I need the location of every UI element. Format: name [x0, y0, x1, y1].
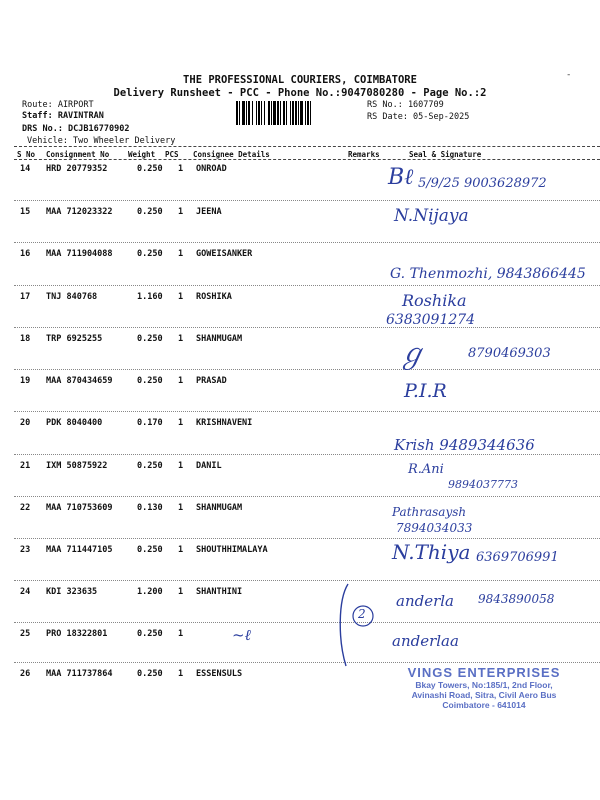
- table-row: [0, 503, 600, 549]
- drs-number: DRS No.: DCJB16770902: [22, 124, 130, 134]
- row-pcs: 1: [178, 503, 184, 513]
- row-consignee: ONROAD: [196, 164, 227, 174]
- signature-24-name: anderla: [396, 592, 454, 610]
- row-pcs: 1: [178, 545, 184, 555]
- row-consignment: KDI 323635: [46, 587, 98, 597]
- row-weight: 0.250: [137, 669, 163, 679]
- table-row: [0, 207, 600, 253]
- row-consignment: PRO 18322801: [46, 629, 108, 639]
- row-weight: 0.250: [137, 376, 163, 386]
- row-divider: [14, 242, 600, 243]
- staff-label: Staff: RAVINTRAN: [22, 111, 104, 121]
- row-sno: 14: [20, 164, 31, 174]
- row-consignment: TRP 6925255: [46, 334, 103, 344]
- stamp-address-3: Coimbatore - 641014: [442, 700, 526, 710]
- row-pcs: 1: [178, 164, 184, 174]
- row-consignee: SHOUTHHIMALAYA: [196, 545, 268, 555]
- table-row: [0, 292, 600, 338]
- row-divider: [14, 411, 600, 412]
- row-divider: [14, 200, 600, 201]
- signature-25: anderlaa: [392, 632, 459, 650]
- signature-23-name: N.Thiya: [392, 540, 471, 564]
- row-weight: 0.250: [137, 164, 163, 174]
- col-consignment: Consignment No: [46, 150, 110, 159]
- row-weight: 1.200: [137, 587, 163, 597]
- row-consignment: MAA 710753609: [46, 503, 113, 513]
- corner-mark: -: [566, 70, 572, 80]
- row-sno: 18: [20, 334, 31, 344]
- col-pcs: PCS: [165, 150, 179, 159]
- stamp-address-1: Bkay Towers, No:185/1, 2nd Floor,: [415, 680, 553, 690]
- row-pcs: 1: [178, 376, 184, 386]
- row-consignment: HRD 20779352: [46, 164, 108, 174]
- row-sno: 24: [20, 587, 31, 597]
- signature-22-name: Pathrasaysh: [392, 505, 467, 519]
- row-consignment: PDK 8040400: [46, 418, 103, 428]
- row-divider: [14, 496, 600, 497]
- signature-14: 5/9/25 9003628972: [418, 176, 547, 191]
- company-title: THE PROFESSIONAL COURIERS, COIMBATORE: [183, 74, 417, 86]
- row-consignee: KRISHNAVENI: [196, 418, 253, 428]
- row-consignee: SHANMUGAM: [196, 503, 243, 513]
- row-pcs: 1: [178, 669, 184, 679]
- bracket-mark: [334, 580, 378, 670]
- signature-17-phone: 6383091274: [386, 312, 476, 328]
- stamp-address-2: Avinashi Road, Sitra, Civil Aero Bus: [411, 690, 557, 700]
- row-sno: 16: [20, 249, 31, 259]
- row-weight: 1.160: [137, 292, 163, 302]
- row-sno: 20: [20, 418, 31, 428]
- row-25-mark: ~ℓ: [232, 626, 251, 644]
- row-consignment: MAA 711447105: [46, 545, 113, 555]
- row-divider: [14, 285, 600, 286]
- signature-18-mark: ℊ: [398, 337, 427, 370]
- row-divider: [14, 662, 600, 663]
- row-sno: 15: [20, 207, 31, 217]
- signature-21-phone: 9894037773: [448, 478, 518, 491]
- signature-19: P.I.R: [404, 380, 447, 402]
- row-pcs: 1: [178, 418, 184, 428]
- row-pcs: 1: [178, 461, 184, 471]
- row-consignee: PRASAD: [196, 376, 227, 386]
- row-sno: 19: [20, 376, 31, 386]
- col-consignee: Consignee Details: [193, 150, 270, 159]
- rs-date: RS Date: 05-Sep-2025: [367, 112, 470, 122]
- col-seal: Seal & Signature: [409, 150, 482, 159]
- row-sno: 23: [20, 545, 31, 555]
- row-consignee: ROSHIKA: [196, 292, 232, 302]
- stamp-name: VINGS ENTERPRISES: [407, 665, 561, 680]
- table-row: [0, 376, 600, 422]
- row-pcs: 1: [178, 292, 184, 302]
- rs-number: RS No.: 1607709: [367, 100, 444, 110]
- signature-23-phone: 6369706991: [476, 550, 559, 565]
- row-sno: 26: [20, 669, 31, 679]
- row-consignee: SHANMUGAM: [196, 334, 243, 344]
- row-consignee: JEENA: [196, 207, 222, 217]
- signature-24-phone: 9843890058: [478, 592, 555, 606]
- signature-18: 8790469303: [468, 346, 551, 361]
- company-stamp: [398, 665, 570, 710]
- row-divider: [14, 454, 600, 455]
- row-consignee: SHANTHINI: [196, 587, 243, 597]
- vehicle-label: Vehicle: Two Wheeler Delivery: [27, 136, 176, 146]
- header-rule-top: [14, 146, 600, 147]
- row-pcs: 1: [178, 334, 184, 344]
- col-sno: S No: [17, 150, 36, 159]
- barcode: [236, 101, 362, 125]
- row-divider: [14, 538, 600, 539]
- circled-number: 2: [358, 607, 366, 621]
- row-consignment: TNJ 840768: [46, 292, 98, 302]
- row-divider: [14, 327, 600, 328]
- row-pcs: 1: [178, 249, 184, 259]
- row-divider: [14, 580, 600, 581]
- row-sno: 22: [20, 503, 31, 513]
- row-pcs: 1: [178, 207, 184, 217]
- row-consignee: GOWEISANKER: [196, 249, 253, 259]
- row-consignment: MAA 711904088: [46, 249, 113, 259]
- row-consignee: ESSENSULS: [196, 669, 243, 679]
- row-divider: [14, 369, 600, 370]
- row-consignee: DANIL: [196, 461, 222, 471]
- header-rule-bottom: [14, 159, 600, 160]
- row-divider: [14, 622, 600, 623]
- row-weight: 0.250: [137, 545, 163, 555]
- row-sno: 17: [20, 292, 31, 302]
- row-sno: 25: [20, 629, 31, 639]
- signature-scribble: Bℓ: [388, 165, 414, 190]
- col-remarks: Remarks: [348, 150, 380, 159]
- route-label: Route: AIRPORT: [22, 100, 94, 110]
- row-pcs: 1: [178, 629, 184, 639]
- row-consignment: MAA 712023322: [46, 207, 113, 217]
- row-weight: 0.250: [137, 461, 163, 471]
- signature-20: Krish 9489344636: [394, 436, 535, 454]
- signature-22-phone: 7894034033: [396, 521, 473, 535]
- row-weight: 0.250: [137, 207, 163, 217]
- col-weight: Weight: [128, 150, 156, 159]
- row-pcs: 1: [178, 587, 184, 597]
- row-consignment: MAA 711737864: [46, 669, 113, 679]
- row-weight: 0.250: [137, 334, 163, 344]
- signature-17-name: Roshika: [402, 291, 467, 310]
- row-weight: 0.250: [137, 249, 163, 259]
- row-consignment: MAA 870434659: [46, 376, 113, 386]
- runsheet-subtitle: Delivery Runsheet - PCC - Phone No.:9047080280 - Page No.:2: [113, 87, 487, 99]
- row-weight: 0.250: [137, 629, 163, 639]
- row-consignment: IXM 50875922: [46, 461, 108, 471]
- row-sno: 21: [20, 461, 31, 471]
- signature-21-name: R.Ani: [408, 462, 444, 477]
- row-weight: 0.170: [137, 418, 163, 428]
- row-weight: 0.130: [137, 503, 163, 513]
- signature-15: N.Nijaya: [394, 206, 469, 226]
- signature-16: G. Thenmozhi, 9843866445: [390, 266, 586, 282]
